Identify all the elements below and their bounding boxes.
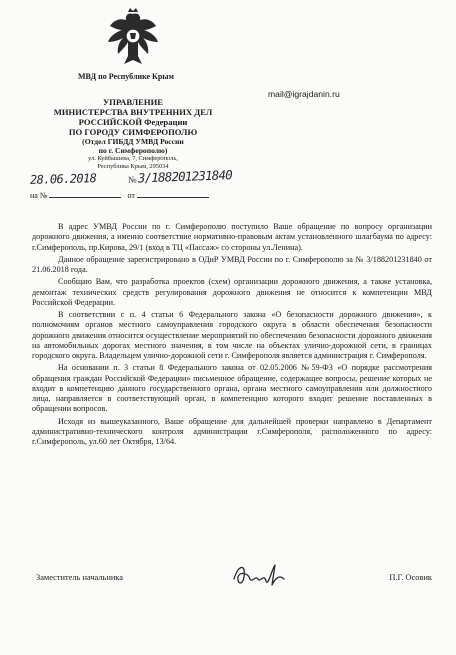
signature-block: [36, 573, 436, 593]
signer-name: П.Г. Осовик: [389, 573, 432, 582]
signer-title: Заместитель начальника: [36, 573, 123, 582]
header-line: ПО ГОРОДУ СИМФЕРОПОЛЮ: [68, 127, 198, 138]
department-line: по г. Симферополю): [98, 145, 168, 155]
handwritten-date: 28.06.2018: [29, 171, 97, 187]
mvd-eagle-emblem-icon: [104, 8, 162, 70]
body-paragraph: В адрес УМВД России по г. Симферополю поступило Ваше обращение по вопросу организации дорожного движения, а именно соответствие нормативно-правовым актам установленного шлагбаума по адресу: г.Симферополь, пр.Кирова, 29/1 (вход в ТЦ «Пассаж» со стороны ул.Ленина).: [32, 222, 432, 252]
letterhead-header: [48, 97, 218, 171]
body-paragraph: Данное обращение зарегистрировано в ОДиР УМВД России по г. Симферополю за № 3/188201231840 от 21.06.2018 года.: [32, 254, 432, 274]
reference-number-blank: [49, 189, 121, 198]
handwritten-signature-icon: [228, 555, 298, 593]
reference-date-label: от: [127, 191, 135, 200]
body-paragraph: На основании п. 3 статьи 8 Федерального закона от 02.05.2006 №59-ФЗ «О порядке рассмотрения обращения граждан Российской Федерации» письменное обращение, содержащее вопросы, решение которых не входит в компетенцию данного государственного органа, органа местного самоуправления или должностного лица, направляется в соответствующий орган, в компетенцию которого входит решение поставленных в обращении вопросов.: [32, 363, 432, 414]
letter-body: [32, 222, 432, 449]
address-line: Республика Крым, 295034: [97, 163, 169, 171]
address-line: ул. Куйбышева, 7, Симферополь,: [88, 155, 178, 163]
handwritten-number-value: 3/188201231840: [137, 167, 233, 186]
ministry-short-name: МВД по Республике Крым: [78, 72, 174, 81]
number-sign: №: [127, 174, 137, 185]
header-line: РОССИЙСКОЙ Федерации: [78, 117, 188, 128]
recipient-email: mail@igrajdanin.ru: [268, 89, 340, 99]
handwritten-number: [128, 167, 232, 186]
body-paragraph: Исходя из вышеуказанного, Ваше обращение для дальнейшей проверки направлено в Департамент административно-технического контроля администрации г.Симферополя, расположенного по адресу: г.Симферополь, ул.60 лет Октября, 13/64.: [32, 416, 432, 446]
body-paragraph: В соответствии с п. 4 статьи 6 Федерального закона «О безопасности дорожного движения», к полномочиям органов местного самоуправления городского округа в области обеспечения безопасности дорожного движения относится осуществление мероприятий по обеспечению безопасности дорожного движения на автомобильных дорогах местного значения, в том числе на объектах улично-дорожной сети, в границах городского округа. Владельцем улично-дорожной сети г. Симферополя является администрация г. Симферополя.: [32, 310, 432, 360]
department-line: (Отдел ГИБДД УМВД России: [82, 136, 184, 146]
header-line: МИНИСТЕРСТВА ВНУТРЕННИХ ДЕЛ: [53, 107, 213, 118]
body-paragraph: Сообщаю Вам, что разработка проектов (схем) организации дорожного движения, а также установка, демонтаж технических средств регулирования дорожного движения не относится к компетенции МВД Российской Федерации.: [32, 277, 432, 307]
header-line: УПРАВЛЕНИЕ: [103, 97, 163, 107]
reference-date-blank: [137, 189, 209, 198]
reference-line: [30, 189, 209, 200]
reference-number-label: на №: [30, 191, 48, 200]
